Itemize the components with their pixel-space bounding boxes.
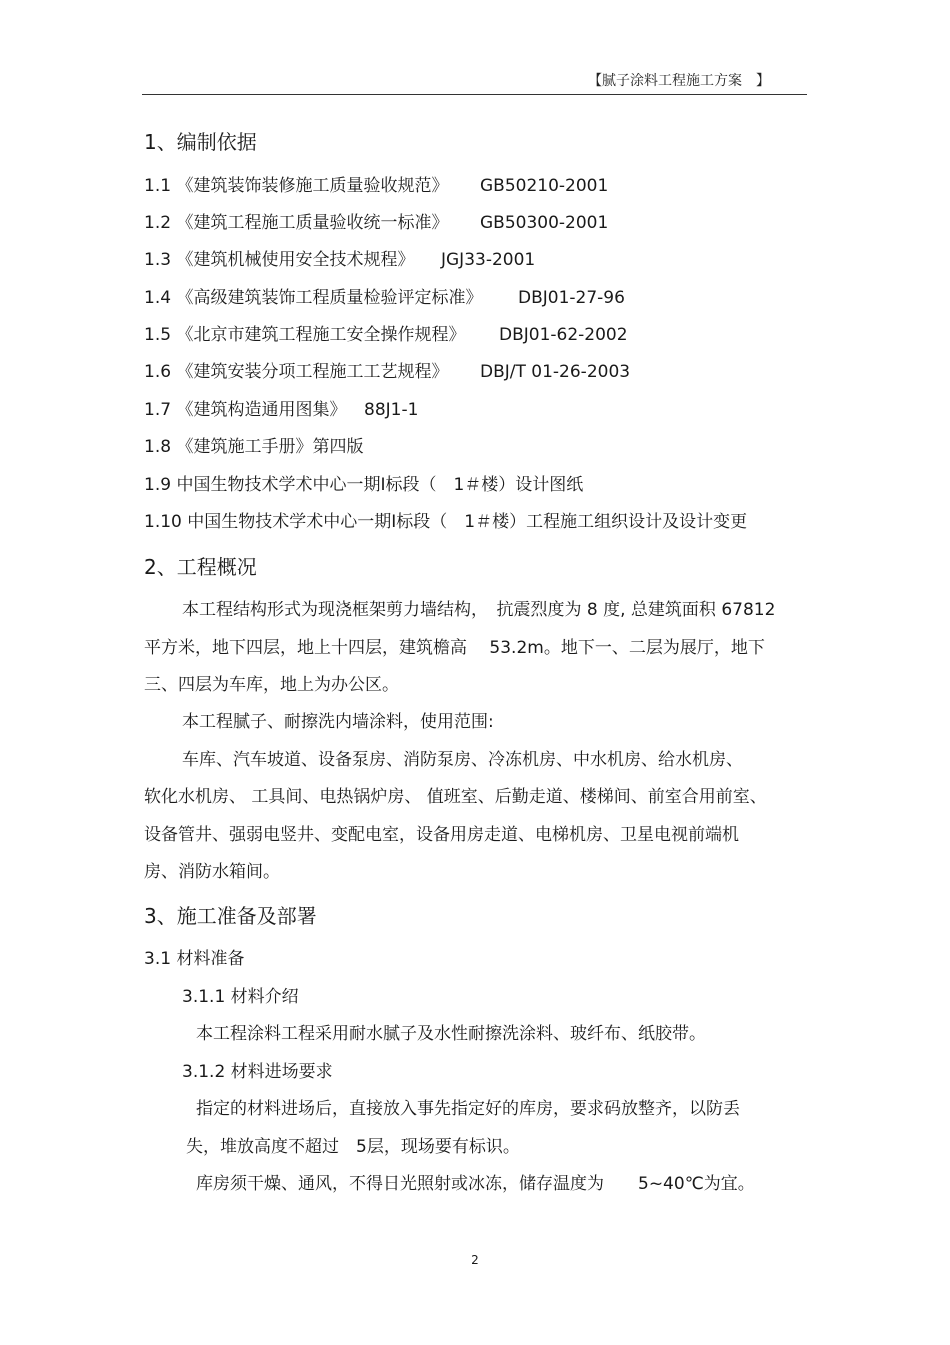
overview-paragraph-line-1: 本工程结构形式为现浇框架剪力墙结构， 抗震烈度为 8 度, 总建筑面积 67812 <box>182 600 776 620</box>
document-header: 【腻子涂料工程施工方案 】 <box>588 73 770 89</box>
reference-code-1-7: 88J1-1 <box>364 400 419 420</box>
reference-item-1-6: 1.6 《建筑安装分项工程施工工艺规程》 <box>144 362 449 382</box>
reference-code-1-4: DBJ01-27-96 <box>518 288 625 308</box>
reference-item-1-3: 1.3 《建筑机械使用安全技术规程》 <box>144 250 415 270</box>
reference-item-1-2: 1.2 《建筑工程施工质量验收统一标准》 <box>144 213 449 233</box>
scope-list-line-1: 车库、汽车坡道、设备泵房、消防泵房、冷冻机房、中水机房、给水机房、 <box>182 750 743 770</box>
reference-item-1-1: 1.1 《建筑装饰装修施工质量验收规范》 <box>144 176 449 196</box>
overview-paragraph-line-3: 三、四层为车库，地上为办公区。 <box>144 675 399 695</box>
subsection-3-1: 3.1 材料准备 <box>144 949 245 969</box>
subsection-3-1-2: 3.1.2 材料进场要求 <box>182 1062 333 1082</box>
scope-intro: 本工程腻子、耐擦洗内墙涂料，使用范围: <box>182 712 494 732</box>
reference-code-1-3: JGJ33-2001 <box>441 250 536 270</box>
section-heading-2: 2、工程概况 <box>144 555 257 579</box>
reference-item-1-9: 1.9 中国生物技术学术中心一期Ⅰ标段（ 1＃楼）设计图纸 <box>144 475 584 495</box>
reference-item-1-8: 1.8 《建筑施工手册》第四版 <box>144 437 364 457</box>
section-heading-1: 1、编制依据 <box>144 130 257 154</box>
reference-code-1-1: GB50210-2001 <box>480 176 609 196</box>
materials-entry-line-1: 指定的材料进场后，直接放入事先指定好的库房，要求码放整齐，以防丢 <box>196 1099 740 1119</box>
reference-code-1-6: DBJ/T 01-26-2003 <box>480 362 631 382</box>
reference-item-1-10: 1.10 中国生物技术学术中心一期Ⅰ标段（ 1＃楼）工程施工组织设计及设计变更 <box>144 512 748 532</box>
reference-item-1-4: 1.4 《高级建筑装饰工程质量检验评定标准》 <box>144 288 483 308</box>
storage-requirement-text: 库房须干燥、通风，不得日光照射或冰冻，储存温度为 5~40℃为宜。 <box>196 1174 755 1194</box>
scope-list-line-3: 设备管井、强弱电竖井、变配电室，设备用房走道、电梯机房、卫星电视前端机 <box>144 825 739 845</box>
scope-list-line-2: 软化水机房、 工具间、电热锅炉房、 值班室、后勤走道、楼梯间、前室合用前室、 <box>144 787 767 807</box>
reference-item-1-7: 1.7 《建筑构造通用图集》 <box>144 400 347 420</box>
header-rule <box>142 94 807 95</box>
materials-entry-line-2: 失，堆放高度不超过 5层，现场要有标识。 <box>186 1137 520 1157</box>
page-number: 2 <box>471 1253 479 1267</box>
subsection-3-1-1: 3.1.1 材料介绍 <box>182 987 299 1007</box>
materials-intro-text: 本工程涂料工程采用耐水腻子及水性耐擦洗涂料、玻纤布、纸胶带。 <box>196 1024 706 1044</box>
overview-paragraph-line-2: 平方米，地下四层，地上十四层，建筑檐高 53.2m。地下一、二层为展厅，地下 <box>144 638 765 658</box>
reference-code-1-2: GB50300-2001 <box>480 213 609 233</box>
reference-item-1-5: 1.5 《北京市建筑工程施工安全操作规程》 <box>144 325 466 345</box>
reference-code-1-5: DBJ01-62-2002 <box>499 325 628 345</box>
section-heading-3: 3、施工准备及部署 <box>144 904 317 928</box>
scope-list-line-4: 房、消防水箱间。 <box>144 862 280 882</box>
